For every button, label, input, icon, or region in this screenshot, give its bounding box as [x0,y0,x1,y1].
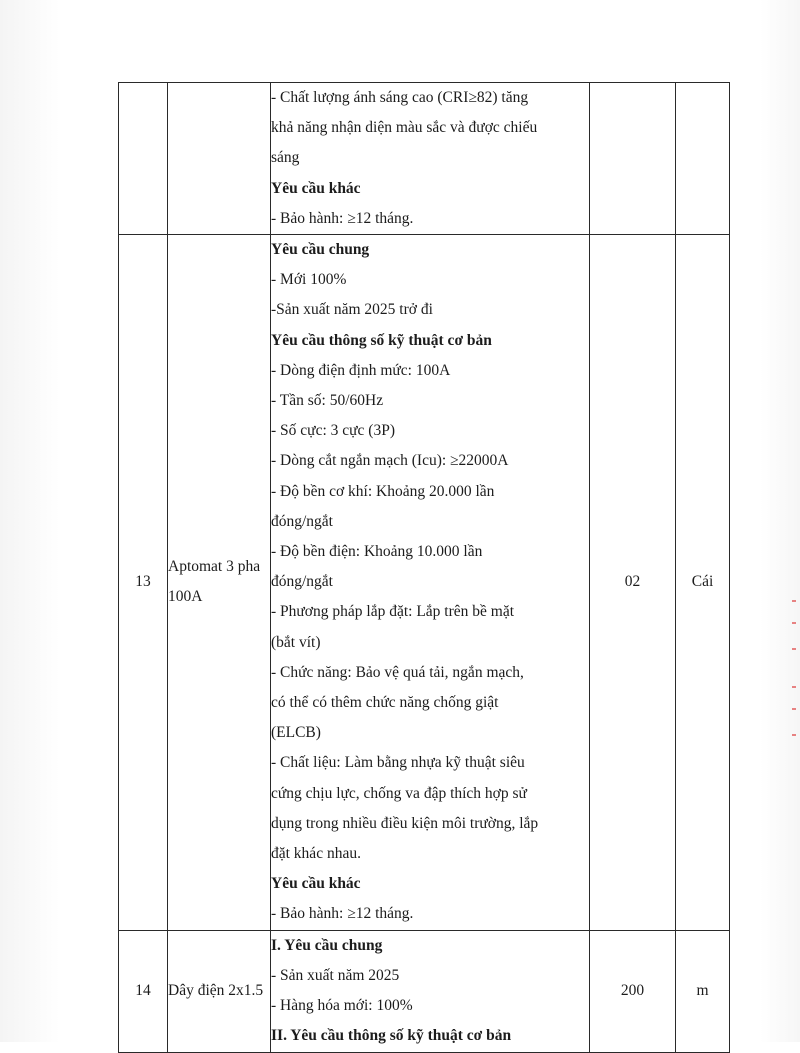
item-quantity [590,83,676,235]
spec-line: khả năng nhận diện màu sắc và được chiếu [271,119,538,137]
row-number: 14 [119,930,168,1052]
spec-line: - Bảo hành: ≥12 tháng. [271,905,414,923]
table-row [119,235,730,931]
spec-line: - Bảo hành: ≥12 tháng. [271,209,414,227]
spec-heading: I. Yêu cầu chung [271,936,383,954]
spec-line: - Chức năng: Bảo vệ quá tải, ngắn mạch, [271,663,524,681]
spec-line: - Mới 100% [271,271,347,289]
spec-line: dụng trong nhiều điều kiện môi trường, lắp [271,814,539,832]
spec-line: đóng/ngắt [271,512,333,530]
spec-heading: II. Yêu cầu thông số kỹ thuật cơ bản [271,1027,512,1045]
spec-line: - Chất liệu: Làm bằng nhựa kỹ thuật siêu [271,754,525,772]
spec-line: -Sản xuất năm 2025 trở đi [271,301,433,319]
item-unit: m [676,930,730,1052]
spec-line: - Chất lượng ánh sáng cao (CRI≥82) tăng [271,89,529,106]
item-unit: Cái [676,235,730,931]
item-name [168,83,271,235]
spec-line: - Độ bền cơ khí: Khoảng 20.000 lần [271,482,495,500]
spec-heading: Yêu cầu khác [271,179,361,197]
item-specification [271,930,590,1052]
scan-margin-marks [788,600,796,740]
item-name: Aptomat 3 pha 100A [168,235,271,931]
spec-heading: Yêu cầu thông số kỹ thuật cơ bản [271,331,492,349]
item-quantity: 02 [590,235,676,931]
table-row [119,930,730,1052]
spec-line: - Tần số: 50/60Hz [271,392,384,410]
item-specification [271,83,590,235]
table-row [119,83,730,235]
spec-line: - Sản xuất năm 2025 [271,966,400,984]
spec-table-body [119,83,730,1053]
spec-heading: Yêu cầu chung [271,241,370,259]
spec-line: đặt khác nhau. [271,845,361,863]
item-unit [676,83,730,235]
spec-table [118,82,730,1053]
spec-line: - Dòng điện định mức: 100A [271,361,451,379]
spec-line: - Độ bền điện: Khoảng 10.000 lần [271,543,483,561]
item-name: Dây điện 2x1.5 [168,930,271,1052]
item-quantity: 200 [590,930,676,1052]
spec-line: (bắt vít) [271,633,321,651]
spec-line: (ELCB) [271,724,321,742]
spec-line: có thể có thêm chức năng chống giật [271,694,499,712]
spec-line: - Số cực: 3 cực (3P) [271,422,395,440]
row-number [119,83,168,235]
spec-line: - Dòng cắt ngắn mạch (Icu): ≥22000A [271,452,509,470]
spec-line: sáng [271,149,300,167]
item-specification [271,235,590,931]
spec-heading: Yêu cầu khác [271,875,361,893]
spec-line: - Hàng hóa mới: 100% [271,997,413,1015]
row-number: 13 [119,235,168,931]
spec-line: đóng/ngắt [271,573,333,591]
spec-line: cứng chịu lực, chống va đập thích hợp sử [271,784,527,802]
spec-line: - Phương pháp lắp đặt: Lắp trên bề mặt [271,603,515,621]
